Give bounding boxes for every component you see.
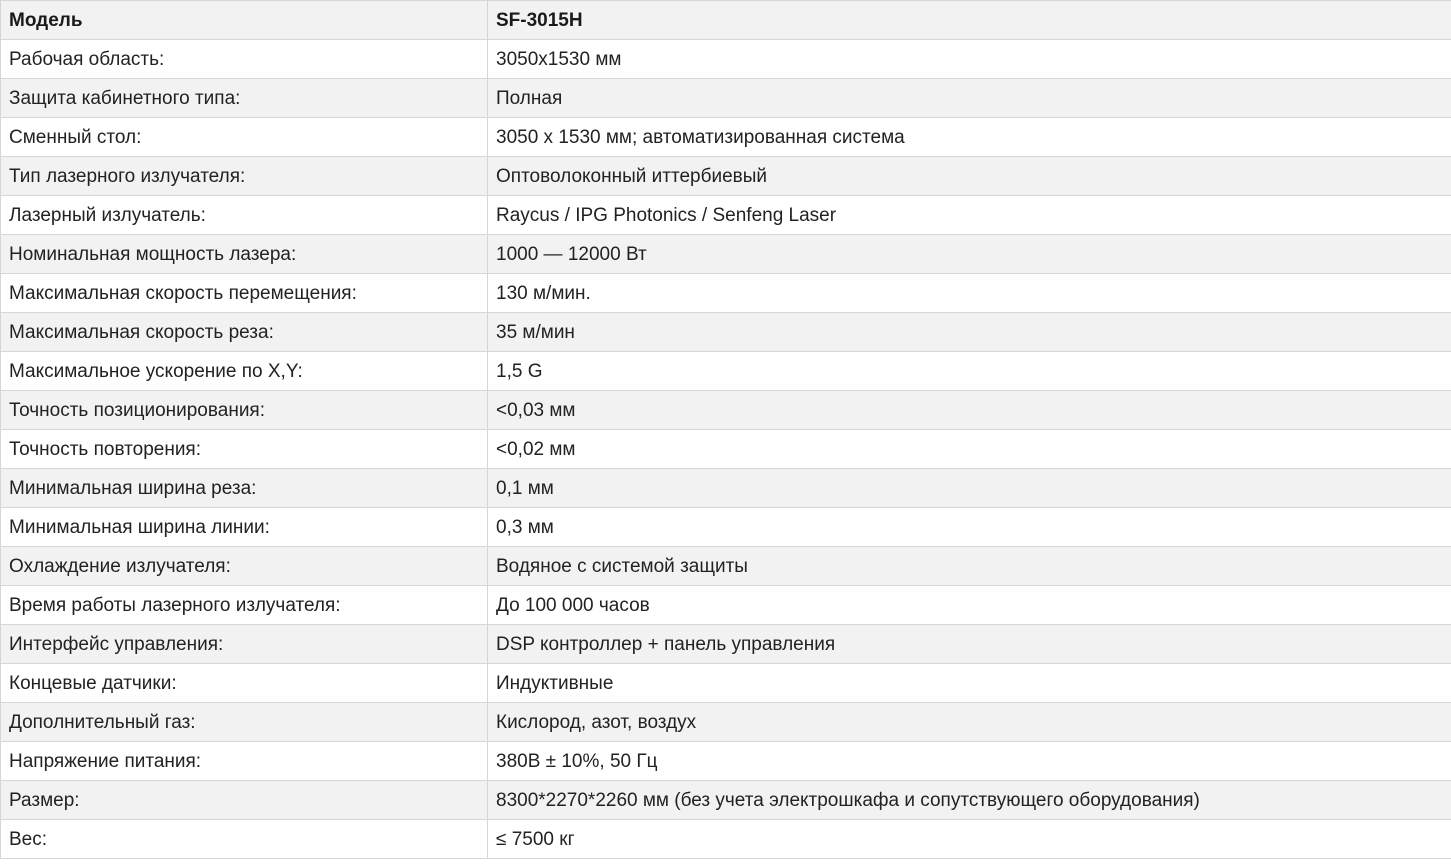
table-row [1, 118, 1451, 157]
table-row [1, 430, 1451, 469]
spec-value: 0,1 мм [488, 469, 1451, 508]
spec-label: Интерфейс управления: [1, 625, 488, 664]
table-row [1, 79, 1451, 118]
table-header-row [1, 1, 1451, 40]
spec-label: Сменный стол: [1, 118, 488, 157]
spec-table-body [1, 1, 1451, 859]
table-row [1, 664, 1451, 703]
spec-label: Защита кабинетного типа: [1, 79, 488, 118]
spec-value: Водяное с системой защиты [488, 547, 1451, 586]
table-row [1, 586, 1451, 625]
table-row [1, 625, 1451, 664]
table-row [1, 742, 1451, 781]
spec-value: До 100 000 часов [488, 586, 1451, 625]
spec-label: Вес: [1, 820, 488, 859]
spec-value: 3050x1530 мм [488, 40, 1451, 79]
spec-label: Максимальная скорость перемещения: [1, 274, 488, 313]
table-row [1, 547, 1451, 586]
spec-value: <0,02 мм [488, 430, 1451, 469]
spec-value: 3050 x 1530 мм; автоматизированная система [488, 118, 1451, 157]
spec-label: Максимальная скорость реза: [1, 313, 488, 352]
table-row [1, 820, 1451, 859]
spec-label: Точность повторения: [1, 430, 488, 469]
table-row [1, 508, 1451, 547]
spec-label: Точность позиционирования: [1, 391, 488, 430]
spec-value: Кислород, азот, воздух [488, 703, 1451, 742]
table-row [1, 703, 1451, 742]
spec-value: 1,5 G [488, 352, 1451, 391]
spec-label: Максимальное ускорение по X,Y: [1, 352, 488, 391]
spec-label: Лазерный излучатель: [1, 196, 488, 235]
table-row [1, 352, 1451, 391]
spec-label: Концевые датчики: [1, 664, 488, 703]
spec-value: <0,03 мм [488, 391, 1451, 430]
spec-value: Полная [488, 79, 1451, 118]
spec-value: DSP контроллер + панель управления [488, 625, 1451, 664]
spec-label: Размер: [1, 781, 488, 820]
spec-label: Дополнительный газ: [1, 703, 488, 742]
spec-value: Индуктивные [488, 664, 1451, 703]
spec-label: Номинальная мощность лазера: [1, 235, 488, 274]
spec-value: 130 м/мин. [488, 274, 1451, 313]
spec-label: Напряжение питания: [1, 742, 488, 781]
table-row [1, 469, 1451, 508]
table-row [1, 391, 1451, 430]
spec-label: Рабочая область: [1, 40, 488, 79]
spec-value: 8300*2270*2260 мм (без учета электрошкафа и сопутствующего оборудования) [488, 781, 1451, 820]
table-row [1, 313, 1451, 352]
table-row [1, 196, 1451, 235]
spec-value: Raycus / IPG Photonics / Senfeng Laser [488, 196, 1451, 235]
spec-value: 1000 — 12000 Вт [488, 235, 1451, 274]
spec-label: Тип лазерного излучателя: [1, 157, 488, 196]
spec-label: Время работы лазерного излучателя: [1, 586, 488, 625]
spec-label: Минимальная ширина реза: [1, 469, 488, 508]
spec-value: 0,3 мм [488, 508, 1451, 547]
table-row [1, 235, 1451, 274]
spec-value: 380В ± 10%, 50 Гц [488, 742, 1451, 781]
spec-label: Минимальная ширина линии: [1, 508, 488, 547]
table-row [1, 40, 1451, 79]
spec-value: Оптоволоконный иттербиевый [488, 157, 1451, 196]
spec-label: Охлаждение излучателя: [1, 547, 488, 586]
table-row [1, 781, 1451, 820]
table-row [1, 274, 1451, 313]
spec-value: ≤ 7500 кг [488, 820, 1451, 859]
spec-value: 35 м/мин [488, 313, 1451, 352]
header-label-cell: Модель [1, 1, 488, 40]
header-value-cell: SF-3015H [488, 1, 1451, 40]
table-row [1, 157, 1451, 196]
